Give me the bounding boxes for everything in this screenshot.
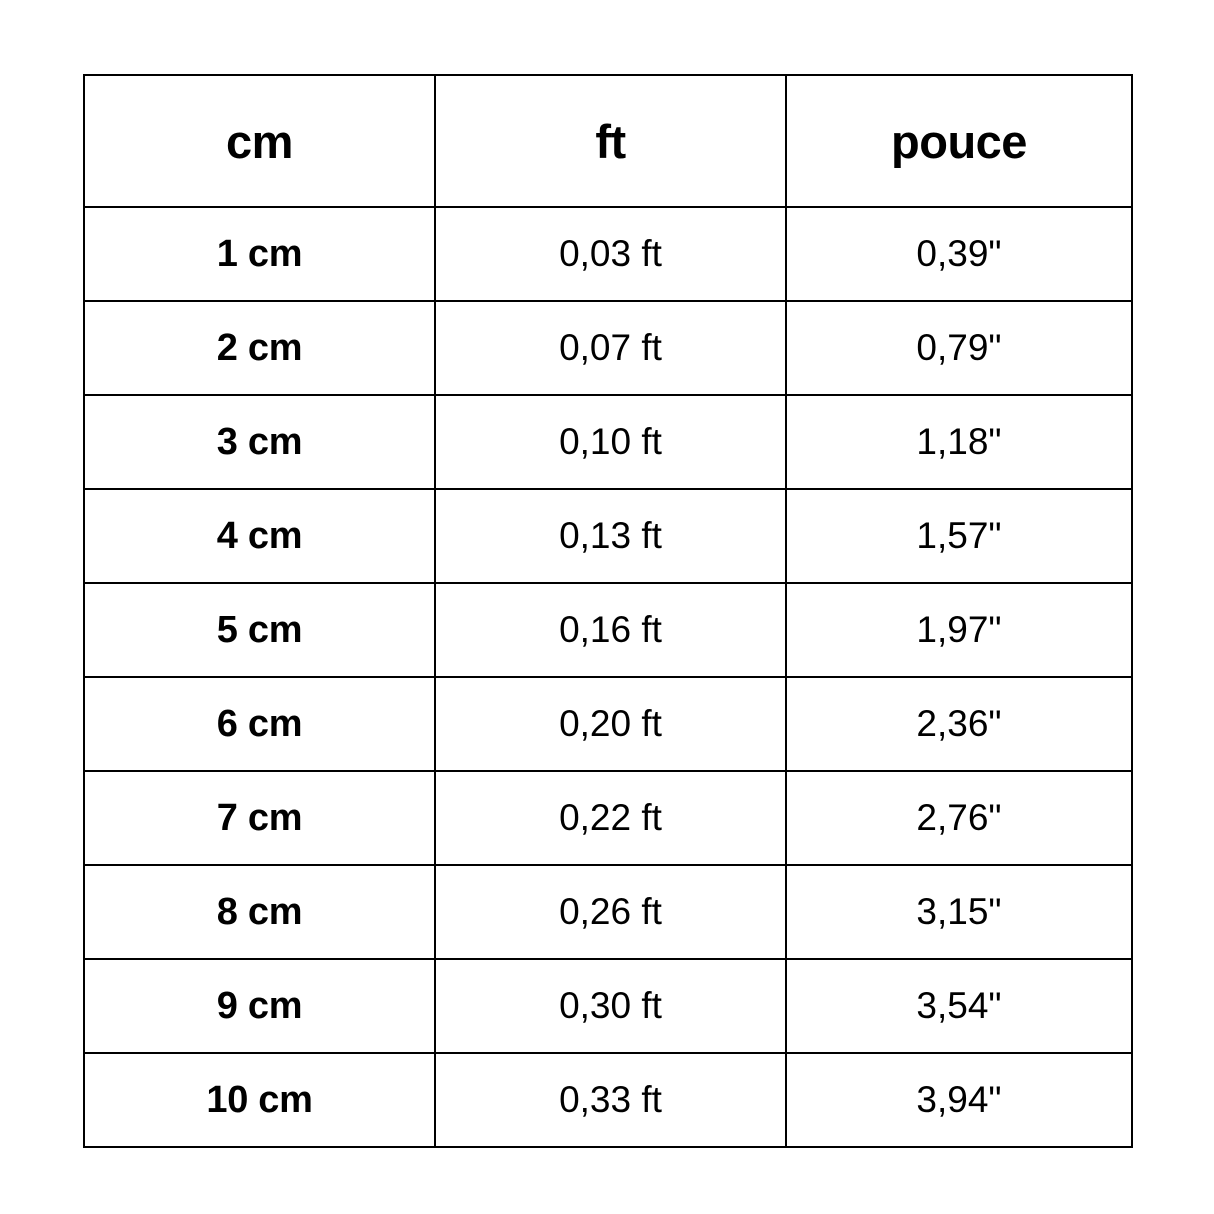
table-header (84, 75, 1132, 207)
header-row (84, 75, 1132, 207)
cell-ft: 0,22 ft (435, 771, 786, 865)
cell-cm: 2 cm (84, 301, 435, 395)
table-row (84, 395, 1132, 489)
cell-pouce: 1,97" (786, 583, 1132, 677)
table-row (84, 583, 1132, 677)
cell-pouce: 3,54" (786, 959, 1132, 1053)
cell-ft: 0,33 ft (435, 1053, 786, 1147)
cell-ft: 0,30 ft (435, 959, 786, 1053)
cell-ft: 0,07 ft (435, 301, 786, 395)
table-row (84, 207, 1132, 301)
cell-cm: 6 cm (84, 677, 435, 771)
cell-cm: 7 cm (84, 771, 435, 865)
cell-pouce: 1,18" (786, 395, 1132, 489)
cell-cm: 10 cm (84, 1053, 435, 1147)
cell-pouce: 3,15" (786, 865, 1132, 959)
table-row (84, 489, 1132, 583)
cell-cm: 1 cm (84, 207, 435, 301)
cell-cm: 8 cm (84, 865, 435, 959)
table-row (84, 301, 1132, 395)
cell-pouce: 1,57" (786, 489, 1132, 583)
column-header-ft: ft (435, 75, 786, 207)
table-row (84, 1053, 1132, 1147)
cell-pouce: 0,79" (786, 301, 1132, 395)
table-row (84, 677, 1132, 771)
cell-pouce: 2,36" (786, 677, 1132, 771)
cell-pouce: 0,39" (786, 207, 1132, 301)
cm-to-ft-inch-table (83, 74, 1133, 1148)
cell-ft: 0,03 ft (435, 207, 786, 301)
table-row (84, 771, 1132, 865)
cell-ft: 0,10 ft (435, 395, 786, 489)
table-container (83, 74, 1131, 1140)
table-body (84, 207, 1132, 1147)
cell-ft: 0,26 ft (435, 865, 786, 959)
cell-ft: 0,16 ft (435, 583, 786, 677)
column-header-cm: cm (84, 75, 435, 207)
table-row (84, 959, 1132, 1053)
cell-cm: 3 cm (84, 395, 435, 489)
cell-pouce: 3,94" (786, 1053, 1132, 1147)
cell-cm: 9 cm (84, 959, 435, 1053)
table-row (84, 865, 1132, 959)
cell-ft: 0,20 ft (435, 677, 786, 771)
column-header-pouce: pouce (786, 75, 1132, 207)
cell-cm: 5 cm (84, 583, 435, 677)
cell-pouce: 2,76" (786, 771, 1132, 865)
cell-ft: 0,13 ft (435, 489, 786, 583)
cell-cm: 4 cm (84, 489, 435, 583)
